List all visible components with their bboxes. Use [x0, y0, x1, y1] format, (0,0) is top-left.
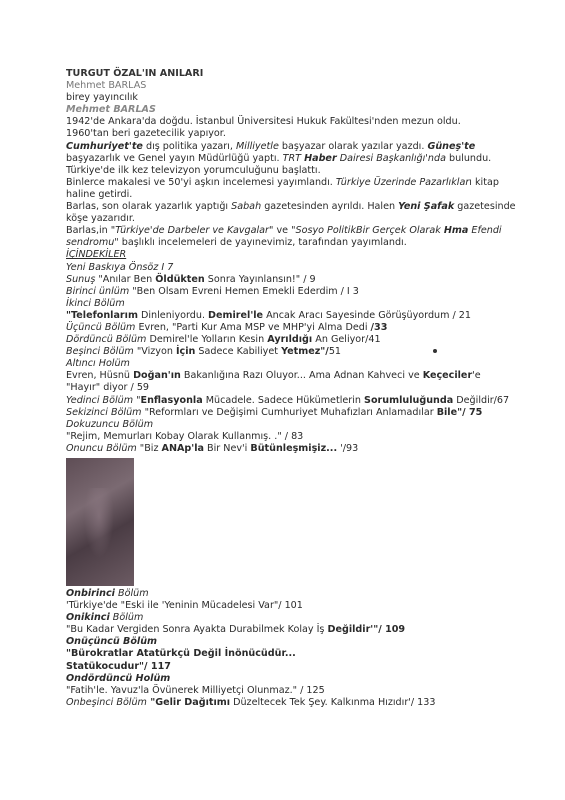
text: Bütünleşmişiz...	[250, 442, 338, 454]
text: TRT	[282, 152, 305, 164]
text: Barlas,in	[66, 225, 111, 237]
bio-line: haline getirdi.	[66, 188, 133, 200]
text: ve	[273, 225, 292, 237]
text: Ayrıldığı	[267, 334, 313, 346]
bio-heading: Mehmet BARLAS	[66, 104, 156, 116]
text: Yetmez"/	[281, 346, 329, 358]
section-label: Üçüncü Bölüm	[66, 321, 136, 333]
toc-entry: "Hayır" diyor / 59	[66, 382, 150, 394]
newspaper-name: Cumhuriyet'te	[66, 140, 143, 152]
text: dış politika yazarı,	[142, 140, 237, 152]
text: Evren, Hüsnü	[66, 370, 134, 382]
document-page	[66, 68, 516, 709]
bio-line: 1942'de Ankara'da doğdu. İstanbul Üniversitesi Hukuk Fakültesi'nden mezun oldu.	[66, 116, 461, 128]
toc-entry	[66, 661, 506, 673]
bio-line: 1960'tan beri gazetecilik yapıyor.	[66, 128, 226, 140]
toc-entry: "Bürokratlar Atatürkçü Değil İnönücüdür...	[66, 648, 296, 660]
text: bulundu.	[445, 152, 492, 164]
toc-entry	[66, 370, 506, 382]
text: Barlas, son olarak yazarlık yaptığı	[66, 201, 232, 213]
bio-line	[66, 225, 506, 237]
toc-entry	[66, 274, 506, 286]
text: "Anılar Ben	[95, 273, 156, 285]
book-title-ref: Hma	[443, 225, 469, 237]
section-label: Onbeşinci Bölüm	[66, 696, 147, 708]
book-title-ref: Türkiye Üzerinde Pazarlıklar	[335, 176, 470, 188]
book-title-ref: sendromu"	[66, 237, 119, 249]
section-label: Birinci ünlüm	[66, 285, 130, 297]
toc-entry: "Rejim, Memurları Kobay Olarak Kullanmış. ." / 83	[66, 430, 304, 442]
text: Onbirinci	[66, 588, 115, 599]
bio-line	[66, 201, 516, 213]
text: Demirel'le	[208, 309, 264, 321]
text: "	[133, 394, 141, 406]
text: "Vizyon	[133, 346, 176, 358]
toc-entry	[66, 443, 506, 455]
toc-entry	[66, 322, 506, 334]
section-label: Dokuzuncu Bölüm	[66, 418, 154, 430]
text: Değildir/67	[453, 394, 510, 406]
text: Keçeciler	[422, 370, 473, 382]
newspaper-name: Sabah	[231, 201, 262, 213]
text: Bakanlığına Razı Oluyor... Ama Adnan Kahveci ve	[180, 370, 423, 382]
toc-entry	[66, 394, 510, 407]
section-label: Yedinci Bölüm	[66, 394, 134, 406]
toc-entry	[66, 697, 506, 709]
text: gazetesinde	[454, 201, 516, 213]
toc-entry	[66, 334, 506, 346]
text: '/93	[337, 442, 359, 454]
author-photo	[66, 458, 134, 586]
page-number: /33	[370, 321, 388, 333]
publisher: birey yayıncılık	[66, 92, 138, 104]
toc-entry	[66, 286, 506, 298]
section-label: İkinci Bölüm	[66, 297, 125, 309]
text: Doğan'ın	[133, 370, 181, 382]
book-title-ref: Efendi	[468, 225, 502, 237]
text: Bir Nev'i	[204, 442, 251, 454]
text: Ancak Aracı Sayesinde Görüşüyordum / 21	[263, 309, 472, 321]
text: "Gelir Dağıtımı	[146, 696, 231, 708]
text: Öldükten	[155, 273, 205, 285]
text: İçin	[175, 346, 196, 358]
toc-entry: Yeni Baskıya Önsöz I 7	[66, 261, 174, 273]
section-label: Beşinci Bölüm	[66, 346, 134, 358]
section-label	[66, 612, 506, 624]
text: Bölüm	[109, 612, 144, 624]
bio-line: Türkiye'de ilk kez televizyon yorumculuğunu başlattı.	[66, 164, 321, 176]
page-number: 51	[328, 346, 342, 358]
text: başlıklı incelemeleri de yayınevimiz, tarafından yayımlandı.	[118, 237, 407, 249]
text: Düzeltecek Tek Şey. Kalkınma Hızıdır'/ 133	[230, 696, 436, 708]
book-title: TURGUT ÖZAL'IN ANILARI	[66, 68, 204, 79]
text: "Biz	[136, 442, 162, 454]
toc-entry	[66, 624, 506, 636]
section-label: Sekizinci Bölüm	[66, 406, 142, 418]
bullet-mark	[433, 349, 437, 353]
newspaper-name: Güneş'te	[427, 140, 476, 152]
text: "Telefonlarım	[66, 309, 138, 321]
toc-heading: İÇİNDEKİLER	[66, 249, 127, 261]
text: gazetesinden ayrıldı. Halen	[261, 201, 399, 213]
bio-line	[66, 177, 506, 189]
section-label	[66, 588, 506, 600]
bio-line	[66, 237, 506, 249]
newspaper-name: Yeni Şafak	[398, 201, 455, 213]
toc-entry	[66, 310, 506, 322]
text: Sonra Yayınlansın!" / 9	[204, 273, 316, 285]
text: An Geliyor/41	[312, 334, 381, 346]
bio-line: köşe yazarıdır.	[66, 213, 135, 225]
text: Binlerce makalesi ve 50'yi aşkın incelemesi yayımlandı.	[66, 176, 336, 188]
toc-entry: "Fatih'le. Yavuz'la Övünerek Milliyetçi Olunmaz." / 125	[66, 684, 325, 696]
text: "Reformları ve Değişimi Cumhuriyet Muhafızları Anlamadılar	[141, 406, 437, 418]
text: Sorumluluğunda	[364, 394, 454, 406]
text: 'e	[472, 370, 481, 382]
text: Bölüm	[114, 588, 149, 599]
text: Değildir'"/ 109	[327, 624, 406, 636]
section-label: Sunuş	[66, 273, 96, 285]
section-label: Onüçüncü Bölüm	[66, 636, 158, 648]
text: Haber	[304, 152, 337, 164]
text: Statükocudur"/ 1	[66, 660, 158, 672]
page-number: 17	[157, 660, 171, 672]
newspaper-name: Milliyetle	[236, 140, 279, 152]
text: başyazarlık ve Genel yayın Müdürlüğü yaptı.	[66, 152, 283, 164]
text: "Ben Olsam Evreni Hemen Emekli Ederdim / I 3	[129, 285, 359, 297]
section-label: Ondördüncü Holüm	[66, 672, 171, 684]
text: Mücadele. Sadece Hükümetlerin	[202, 394, 365, 406]
section-label: Dördüncü Bölüm	[66, 334, 147, 346]
text: Dinleniyordu.	[137, 309, 209, 321]
book-title-ref: "Sosyo PolitikBir Gerçek Olarak	[291, 225, 444, 237]
text: ı kitap	[469, 176, 499, 188]
text: Sadece Kabiliyet	[195, 346, 282, 358]
book-author: Mehmet BARLAS	[66, 80, 147, 92]
bio-line	[66, 153, 506, 165]
text: Demirel'le Yolların Kesin	[146, 334, 268, 346]
toc-entry	[66, 346, 506, 358]
text: Dairesi Başkanlığı'nda	[336, 152, 446, 164]
toc-entry: 'Türkiye'de "Eski ile 'Yeninin Mücadelesi Var"/ 101	[66, 600, 303, 612]
bio-line	[66, 141, 506, 153]
text: başyazar olarak yazılar yazdı.	[278, 140, 428, 152]
text: Evren, "Parti Kur Ama MSP ve MHP'yi Alma Dedi	[135, 321, 371, 333]
toc-entry	[66, 407, 506, 419]
text: "Bu Kadar Vergiden Sonra Ayakta Durabilmek Kolay İş	[66, 624, 328, 636]
text: Onikinci	[66, 612, 110, 624]
section-label: Onuncu Bölüm	[66, 442, 137, 454]
text: Bile"/ 75	[436, 406, 483, 418]
section-label: Altıncı Holüm	[66, 358, 130, 370]
book-title-ref: "Türkiye'de Darbeler ve Kavgalar"	[110, 225, 274, 237]
text: ANAp'la	[161, 442, 204, 454]
text: Enflasyonla	[140, 394, 203, 406]
